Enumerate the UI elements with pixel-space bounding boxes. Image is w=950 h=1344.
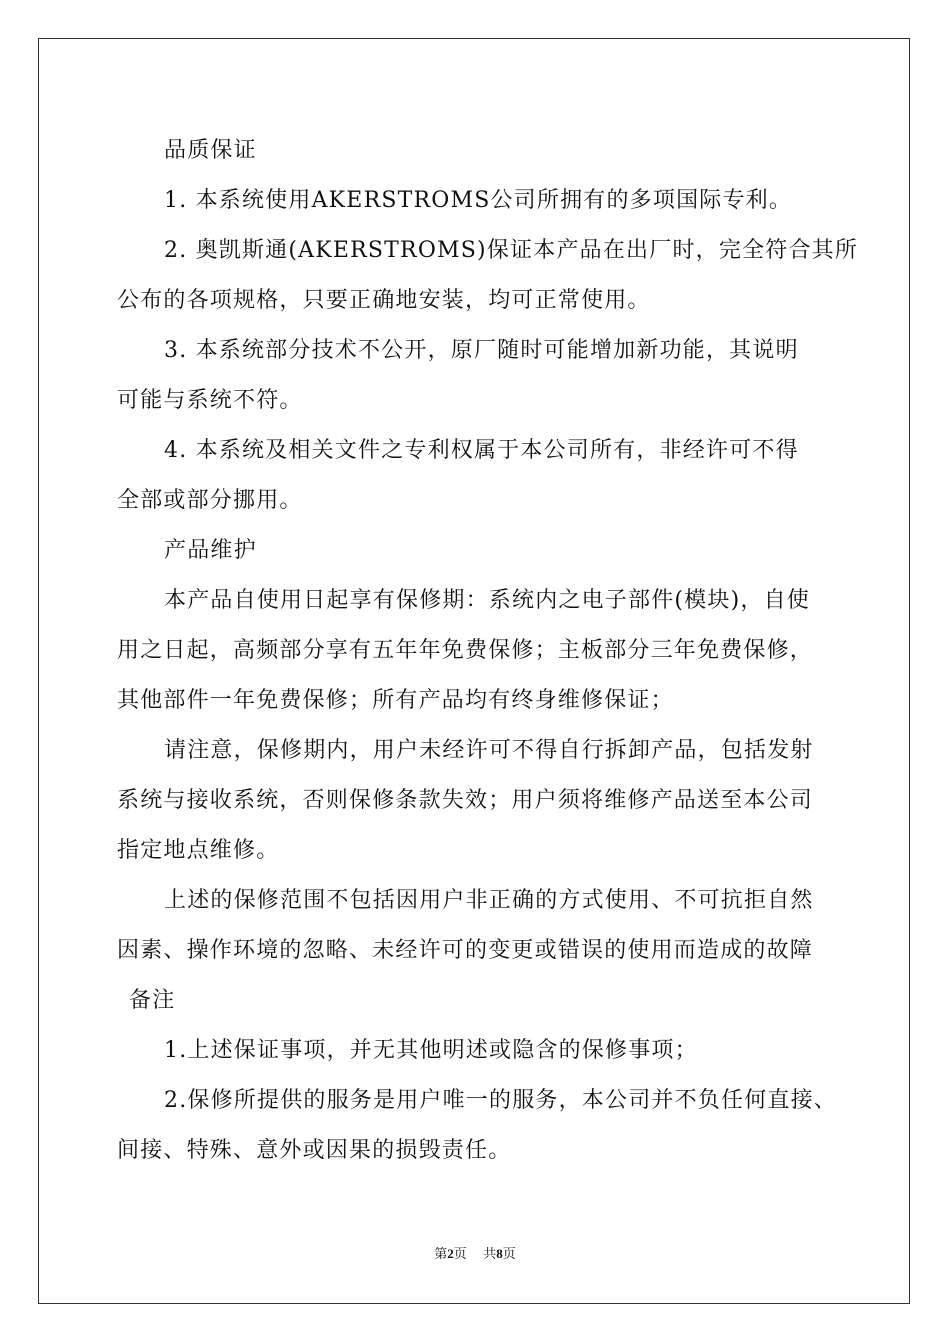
paragraph-line: 上述的保修范围不包括因用户非正确的方式使用、不可抗拒自然 <box>164 888 814 913</box>
footer-total-pages: 8 <box>496 1246 503 1261</box>
paragraph-line: 公布的各项规格，只要正确地安装，均可正常使用。 <box>117 288 651 313</box>
footer-current-page: 2 <box>447 1246 454 1261</box>
paragraph-line: 2.保修所提供的服务是用户唯一的服务，本公司并不负任何直接、 <box>164 1088 837 1113</box>
paragraph-line: 因素、操作环境的忽略、未经许可的变更或错误的使用而造成的故障 <box>117 938 814 963</box>
heading-remarks: 备注 <box>129 988 176 1013</box>
paragraph-line: 请注意，保修期内，用户未经许可不得自行拆卸产品，包括发射 <box>164 738 814 763</box>
paragraph-line: 本产品自使用日起享有保修期：系统内之电子部件(模块)，自使 <box>164 588 810 613</box>
paragraph-line: 其他部件一年免费保修；所有产品均有终身维修保证； <box>117 688 674 713</box>
footer-prefix: 第 <box>434 1247 448 1262</box>
footer-total-suffix: 页 <box>502 1247 516 1262</box>
footer-total-prefix: 共 <box>483 1247 497 1262</box>
paragraph-line: 系统与接收系统，否则保修条款失效；用户须将维修产品送至本公司 <box>117 788 814 813</box>
paragraph-line: 间接、特殊、意外或因果的损毁责任。 <box>117 1138 512 1163</box>
paragraph-line: 可能与系统不符。 <box>117 388 303 413</box>
page-footer <box>0 1244 950 1265</box>
heading-quality-assurance: 品质保证 <box>164 138 257 163</box>
document-body <box>117 126 859 1176</box>
paragraph-line: 3. 本系统部分技术不公开，原厂随时可能增加新功能，其说明 <box>164 338 799 363</box>
paragraph-line: 全部或部分挪用。 <box>117 488 303 513</box>
paragraph-line: 指定地点维修。 <box>117 838 280 863</box>
paragraph-line: 1.上述保证事项，并无其他明述或隐含的保修事项； <box>164 1038 698 1063</box>
paragraph-line: 用之日起，高频部分享有五年年免费保修；主板部分三年免费保修， <box>117 638 814 663</box>
footer-page-suffix: 页 <box>453 1247 467 1262</box>
heading-product-maintenance: 产品维护 <box>164 538 257 563</box>
paragraph-line: 2. 奥凯斯通(AKERSTROMS)保证本产品在出厂时，完全符合其所 <box>164 238 859 263</box>
paragraph-line: 4. 本系统及相关文件之专利权属于本公司所有，非经许可不得 <box>164 438 799 463</box>
paragraph-line: 1. 本系统使用AKERSTROMS公司所拥有的多项国际专利。 <box>164 188 793 213</box>
